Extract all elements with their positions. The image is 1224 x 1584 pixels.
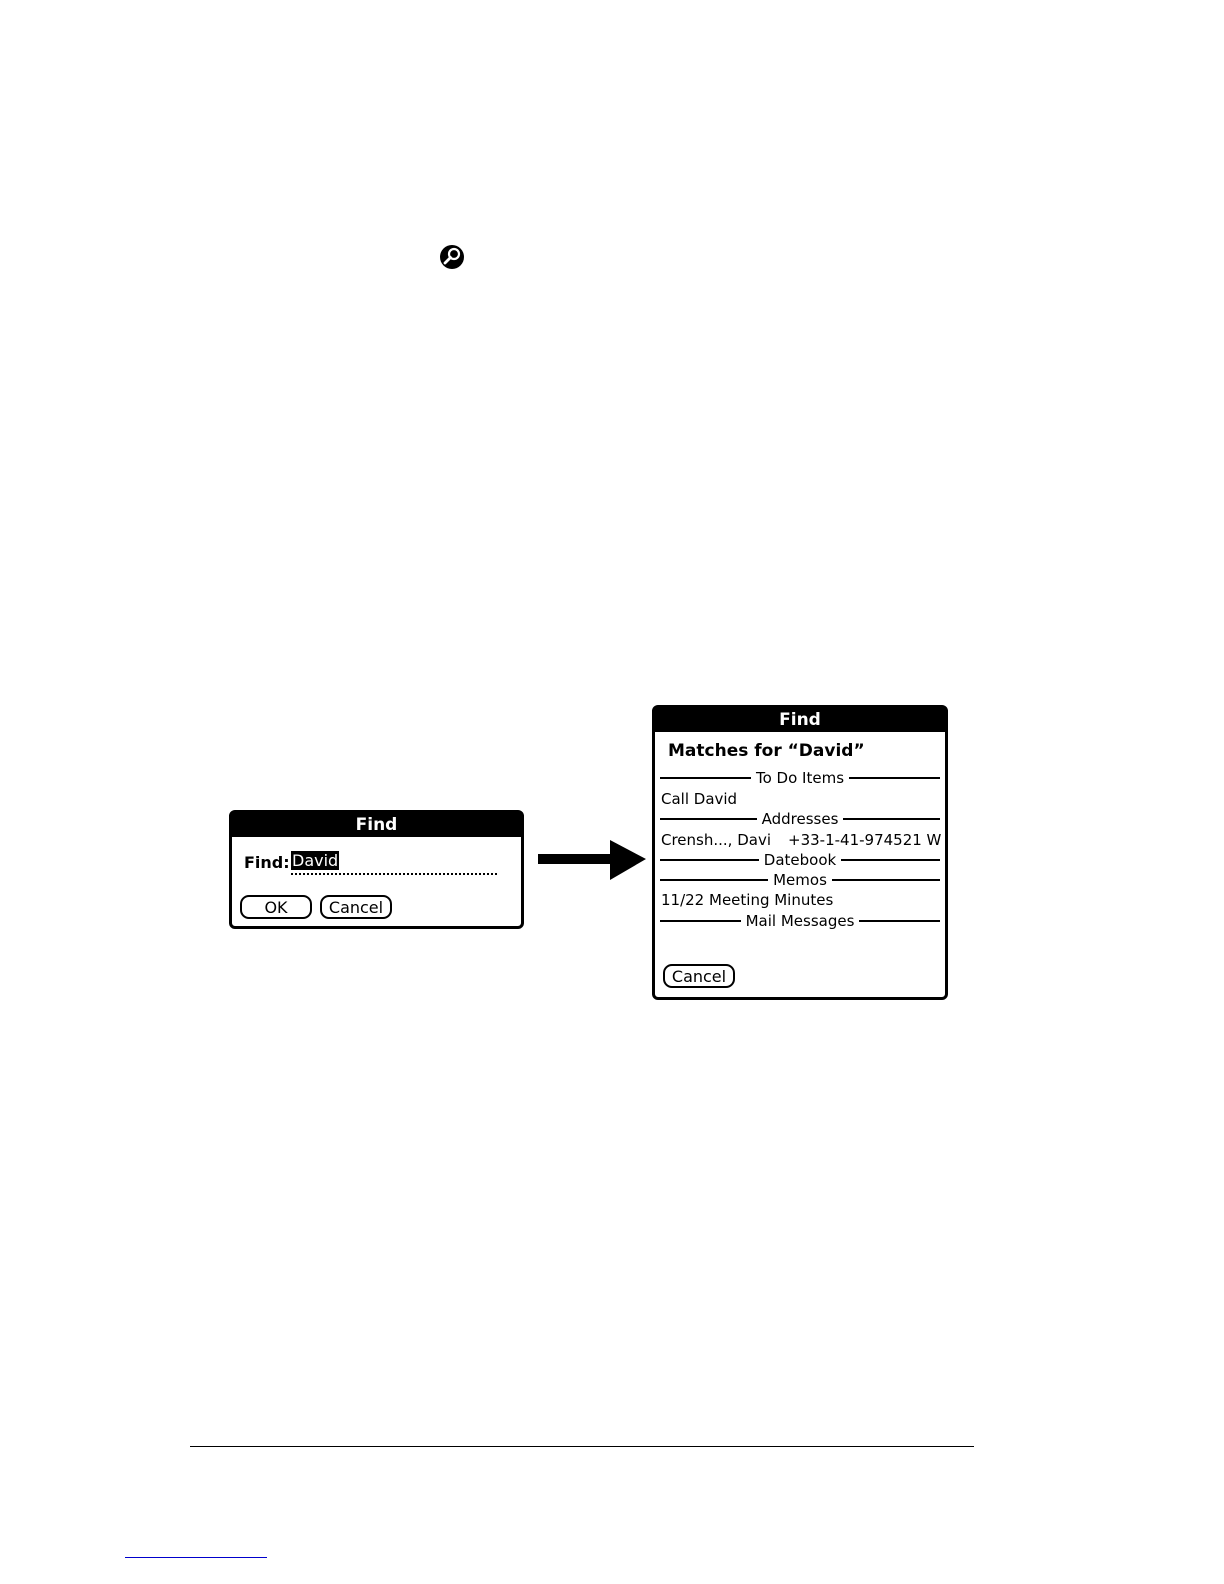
dialog-title: Find (655, 708, 945, 732)
result-todo-item[interactable]: Call David (661, 790, 738, 808)
section-datebook: Datebook (660, 850, 940, 870)
ok-button[interactable]: OK (240, 895, 312, 919)
footer-link-underline (125, 1557, 267, 1558)
right-arrow-icon (538, 838, 648, 882)
result-memo-item[interactable]: 11/22 Meeting Minutes (661, 891, 834, 909)
section-mail: Mail Messages (660, 911, 940, 931)
dialog-title: Find (232, 813, 521, 837)
find-input-value: David (292, 851, 339, 870)
find-label: Find: (244, 853, 290, 872)
section-todo: To Do Items (660, 768, 940, 788)
section-memos: Memos (660, 870, 940, 890)
find-dialog (229, 810, 524, 929)
find-input[interactable] (291, 851, 497, 875)
matches-heading: Matches for “David” (668, 741, 865, 761)
cancel-button[interactable]: Cancel (320, 895, 392, 919)
results-dialog (652, 705, 948, 1000)
find-icon (440, 245, 464, 269)
result-address-item[interactable]: Crensh..., Davi +33-1-41-974521 W (661, 831, 942, 849)
footer-divider (190, 1446, 974, 1447)
cancel-button[interactable]: Cancel (663, 964, 735, 988)
section-addresses: Addresses (660, 809, 940, 829)
